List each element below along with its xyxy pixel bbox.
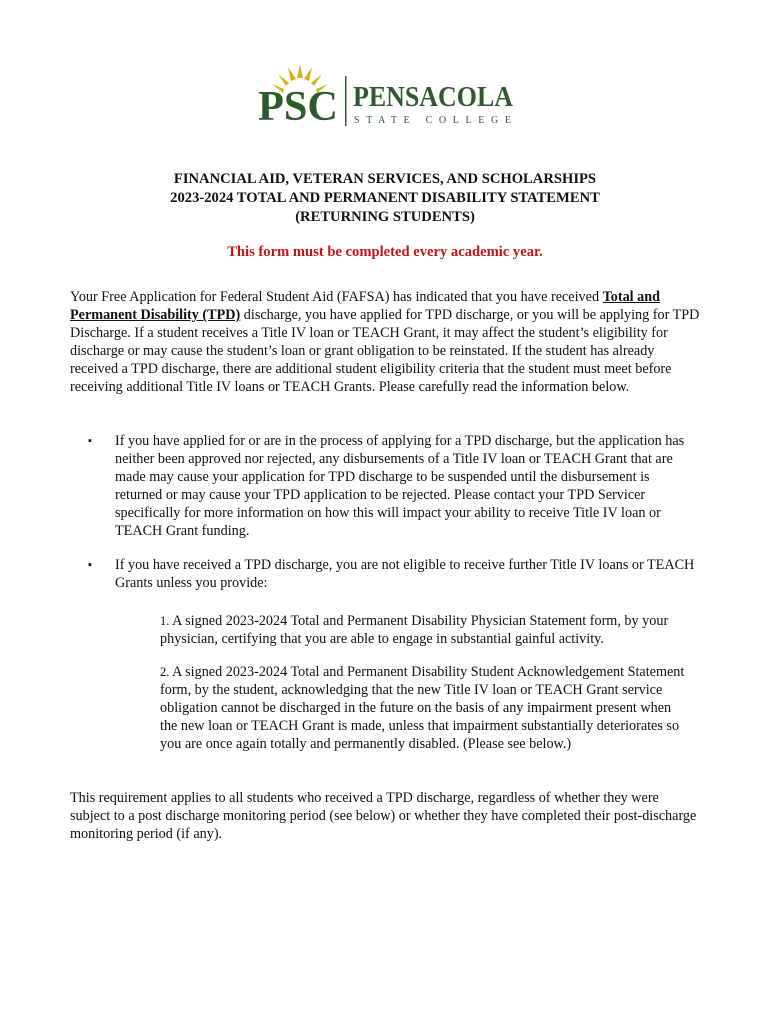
logo-graphic [256, 62, 518, 130]
bullet-icon: ▪ [88, 559, 92, 571]
bullet-item [88, 556, 698, 592]
item-number: 1. [160, 614, 170, 628]
bullet-icon: ▪ [88, 435, 92, 447]
item-text: A signed 2023-2024 Total and Permanent Disability Physician Statement form, by your physician, certifying that you are able to engage in substantial gainful activity. [160, 613, 669, 648]
bullet-item [88, 432, 698, 541]
heading-line-3: (RETURNING STUDENTS) [295, 209, 475, 225]
requirement-item [160, 612, 685, 648]
logo-initials: PSC [258, 84, 338, 130]
item-number: 2. [160, 665, 170, 679]
tpd-term: Total and Permanent Disability (TPD) [70, 289, 661, 324]
logo-divider [345, 76, 347, 126]
intro-text-end: discharge, you have applied for TPD discharge, or you will be applying for TPD Discharge. If a student receives a Title IV loan or TEACH Grant, it may affect the student’s eligibility for discharge or may cause the student’s loan or grant obligation to be reinstated. If the student has already received a TPD discharge, there are additional student eligibility criteria that the student must meet before receiving additional Title IV loans or TEACH Grants. Please carefully read the information below. [70, 307, 700, 396]
bullet-text: If you have applied for or are in the process of applying for a TPD discharge, but the application has neither been approved nor rejected, any disbursements of a Title IV loan or TEACH Grant that are made may cause your application for TPD discharge to be suspended until the disbursement is returned or may cause your TPD application to be rejected. Please contact your TPD Servicer specifically for more information on how this will impact your ability to receive Title IV loan or TEACH Grant funding. [115, 433, 685, 540]
heading-line-2: 2023-2024 TOTAL AND PERMANENT DISABILITY STATEMENT [170, 190, 600, 206]
completion-notice: This form must be completed every academic year. [227, 244, 543, 260]
bullet-text: If you have received a TPD discharge, you are not eligible to receive further Title IV loans or TEACH Grants unless you provide: [115, 557, 695, 592]
heading-line-1: FINANCIAL AID, VETERAN SERVICES, AND SCHOLARSHIPS [173, 171, 597, 187]
pensacola-state-college-logo [256, 62, 518, 130]
item-text: A signed 2023-2024 Total and Permanent Disability Student Acknowledgement Statement form, by the student, acknowledging that the new Title IV loan or TEACH Grant service obligation cannot be discharged in the future on the basis of any impairment present when the new loan or TEACH Grant is made, unless that impairment substantially deteriorates so you are once again totally and permanently disabled. (Please see below.) [160, 664, 685, 753]
intro-paragraph [70, 288, 702, 397]
logo-name: PENSACOLA [353, 81, 514, 113]
intro-text-start: Your Free Application for Federal Student Aid (FAFSA) has indicated that you have received [70, 289, 603, 305]
requirement-item [160, 663, 685, 753]
document-heading [70, 170, 700, 227]
closing-paragraph: This requirement applies to all students who received a TPD discharge, regardless of whether they were subject to a post discharge monitoring period (see below) or whether they have completed their post-discharge monitoring period (if any). [70, 790, 697, 843]
logo-subtitle: STATE COLLEGE [354, 115, 511, 126]
